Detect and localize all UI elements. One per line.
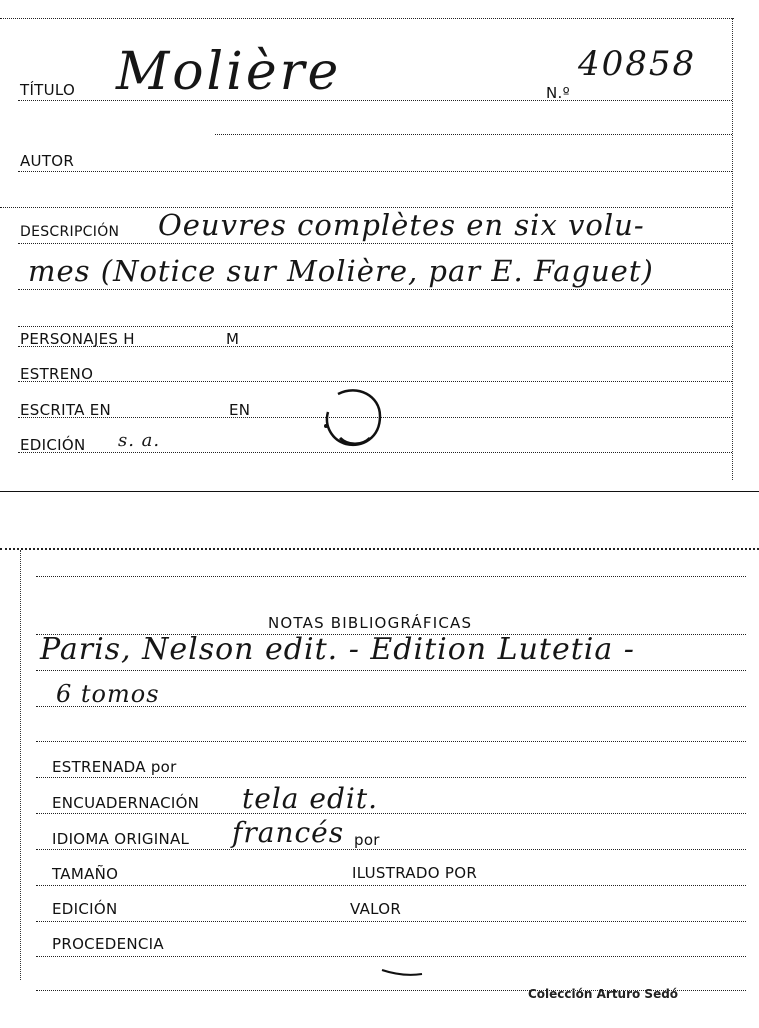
notas-title: NOTAS BIBLIOGRÁFICAS [268,614,473,632]
escrita-en-label: EN [229,401,251,419]
rule-edicion [36,921,746,922]
edicion-value: s. a. [118,430,161,451]
rule-estrenada [36,777,746,778]
descripcion-line2: mes (Notice sur Molière, par E. Faguet) [28,254,654,288]
edicion-label: EDICIÓN [52,900,118,918]
estrenada-label: ESTRENADA por [52,758,177,776]
idioma-label: IDIOMA ORIGINAL [52,830,190,848]
encuadernacion-value: tela edit. [242,782,378,815]
titulo-value: Molière [116,42,342,102]
card-top-border [0,548,759,550]
personajes-m-label: M [226,330,240,348]
rule-procedencia [36,956,746,957]
procedencia-label: PROCEDENCIA [52,935,164,953]
valor-label: VALOR [350,900,402,918]
collection-footer: Colección Arturo Sedó [528,987,679,1001]
card-top-border [0,18,734,19]
rule-autor [18,171,732,172]
ilustrado-label: ILUSTRADO POR [352,864,478,882]
personajes-label: PERSONAJES H [20,330,135,348]
numero-label: N.º [546,84,570,102]
card-bottom-edge [0,491,759,492]
rule-tamano [36,885,746,886]
rule-7 [18,326,732,327]
tamano-label: TAMAÑO [52,865,119,883]
rule-edicion [18,452,732,453]
descripcion-line1: Oeuvres complètes en six volu- [158,208,645,242]
rule-idioma [36,849,746,850]
pen-mark [380,964,426,980]
estreno-label: ESTRENO [20,365,94,383]
card-left-border [20,550,21,980]
autor-label: AUTOR [20,152,75,170]
descripcion-label: DESCRIPCIÓN [20,224,120,240]
card-right-border [732,18,733,480]
notas-line1: Paris, Nelson edit. - Edition Lutetia - [40,632,635,667]
rule-2 [215,134,732,135]
ink-stain [318,386,388,450]
idioma-value: francés [232,816,345,849]
rule-encuadernacion [36,813,746,814]
rule-5 [36,741,746,742]
rule-notas-1 [36,670,746,671]
escrita-label: ESCRITA EN [20,401,112,419]
rule-descripcion [18,243,732,244]
idioma-por-label: por [354,831,380,849]
rule-1 [36,576,746,577]
rule-descripcion-2 [18,289,732,290]
encuadernacion-label: ENCUADERNACIÓN [52,794,200,812]
rule-estreno [18,381,732,382]
numero-value: 40858 [578,44,697,84]
catalog-card-front [0,0,759,494]
notas-line2: 6 tomos [56,680,160,708]
edicion-label: EDICIÓN [20,436,86,454]
catalog-card-back [0,540,759,1028]
titulo-label: TÍTULO [20,81,76,99]
